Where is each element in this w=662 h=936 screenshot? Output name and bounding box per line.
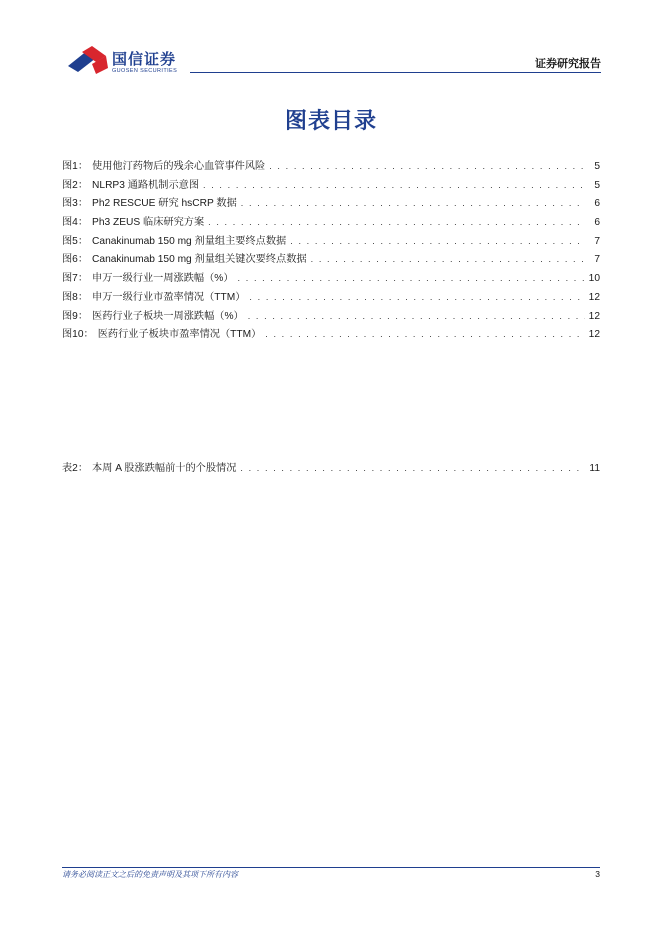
toc-entry-label: 图1： <box>62 161 89 172</box>
dot-leader <box>240 463 585 473</box>
page-number: 3 <box>595 869 600 879</box>
toc-entry-label: 图4： <box>62 217 89 229</box>
toc-entry[interactable] <box>62 157 600 176</box>
toc-entry-title: Ph2 RESCUE 研究 hsCRP 数据 <box>92 198 237 210</box>
toc-entry-title: Canakinumab 150 mg 剂量组主要终点数据 <box>92 235 287 247</box>
toc-entry-title: 医药行业子板块市盈率情况（TTM） <box>97 329 262 341</box>
toc-entry[interactable] <box>62 176 600 195</box>
toc-entry-label: 图5： <box>62 235 89 247</box>
toc-entry-label: 图10： <box>62 329 94 341</box>
toc-entry-page: 11 <box>589 463 600 474</box>
toc-entry-label: 图9： <box>62 310 89 322</box>
toc-entry-title: NLRP3 通路机制示意图 <box>92 179 200 191</box>
toc-entry-title: Canakinumab 150 mg 剂量组关键次要终点数据 <box>92 254 307 266</box>
figure-list <box>62 157 600 344</box>
logo-english-name: GUOSEN SECURITIES <box>112 68 178 74</box>
toc-entry-label: 图8： <box>62 291 89 303</box>
header-divider <box>190 72 601 73</box>
toc-entry-page: 12 <box>588 310 600 322</box>
dot-leader <box>238 273 585 283</box>
dot-leader <box>290 236 585 246</box>
toc-entry-title: 申万一级行业市盈率情况（TTM） <box>92 291 246 303</box>
toc-entry-label: 表2： <box>62 463 89 474</box>
page-header <box>0 0 662 80</box>
dot-leader <box>248 311 585 321</box>
report-type-label: 证券研究报告 <box>535 58 601 70</box>
dot-leader <box>241 198 585 208</box>
toc-entry[interactable] <box>62 288 600 307</box>
toc-entry-page: 5 <box>594 179 600 191</box>
dot-leader <box>311 254 585 264</box>
toc-entry-title: Ph3 ZEUS 临床研究方案 <box>92 217 205 229</box>
toc-entry-title: 使用他汀药物后的残余心血管事件风险 <box>92 161 266 172</box>
toc-entry[interactable] <box>62 213 600 232</box>
footer-divider <box>62 867 600 868</box>
guosen-logo-icon <box>66 44 110 76</box>
toc-entry[interactable] <box>62 250 600 269</box>
dot-leader <box>203 180 585 190</box>
toc-entry-page: 6 <box>594 198 600 210</box>
table-list <box>62 459 600 478</box>
toc-entry-title: 申万一级行业一周涨跌幅（%） <box>92 273 234 285</box>
toc-entry-title: 本周 A 股涨跌幅前十的个股情况 <box>92 463 237 474</box>
toc-entry[interactable] <box>62 269 600 288</box>
dot-leader <box>249 292 585 302</box>
toc-entry-page: 12 <box>588 329 600 341</box>
toc-entry-page: 6 <box>594 217 600 229</box>
toc-entry[interactable] <box>62 459 600 478</box>
footer-disclaimer: 请务必阅读正文之后的免责声明及其项下所有内容 <box>62 870 238 879</box>
toc-entry-title: 医药行业子板块一周涨跌幅（%） <box>92 310 244 322</box>
logo-chinese-name: 国信证券 <box>112 51 177 68</box>
toc-entry-page: 12 <box>588 291 600 303</box>
toc-entry-label: 图3： <box>62 198 89 210</box>
toc-entry-page: 10 <box>588 273 600 285</box>
toc-entry-page: 7 <box>594 254 600 266</box>
toc-entry-page: 5 <box>594 161 600 172</box>
toc-entry-label: 图2： <box>62 179 89 191</box>
toc-entry-label: 图6： <box>62 254 89 266</box>
guosen-logo <box>66 44 184 80</box>
page-title: 图表目录 <box>284 108 377 133</box>
toc-entry[interactable] <box>62 194 600 213</box>
toc-entry[interactable] <box>62 307 600 326</box>
dot-leader <box>208 217 585 227</box>
toc-entry[interactable] <box>62 232 600 251</box>
toc-entry-page: 7 <box>594 235 600 247</box>
dot-leader <box>269 161 585 171</box>
dot-leader <box>265 329 585 339</box>
toc-entry[interactable] <box>62 325 600 344</box>
toc-entry-label: 图7： <box>62 273 89 285</box>
